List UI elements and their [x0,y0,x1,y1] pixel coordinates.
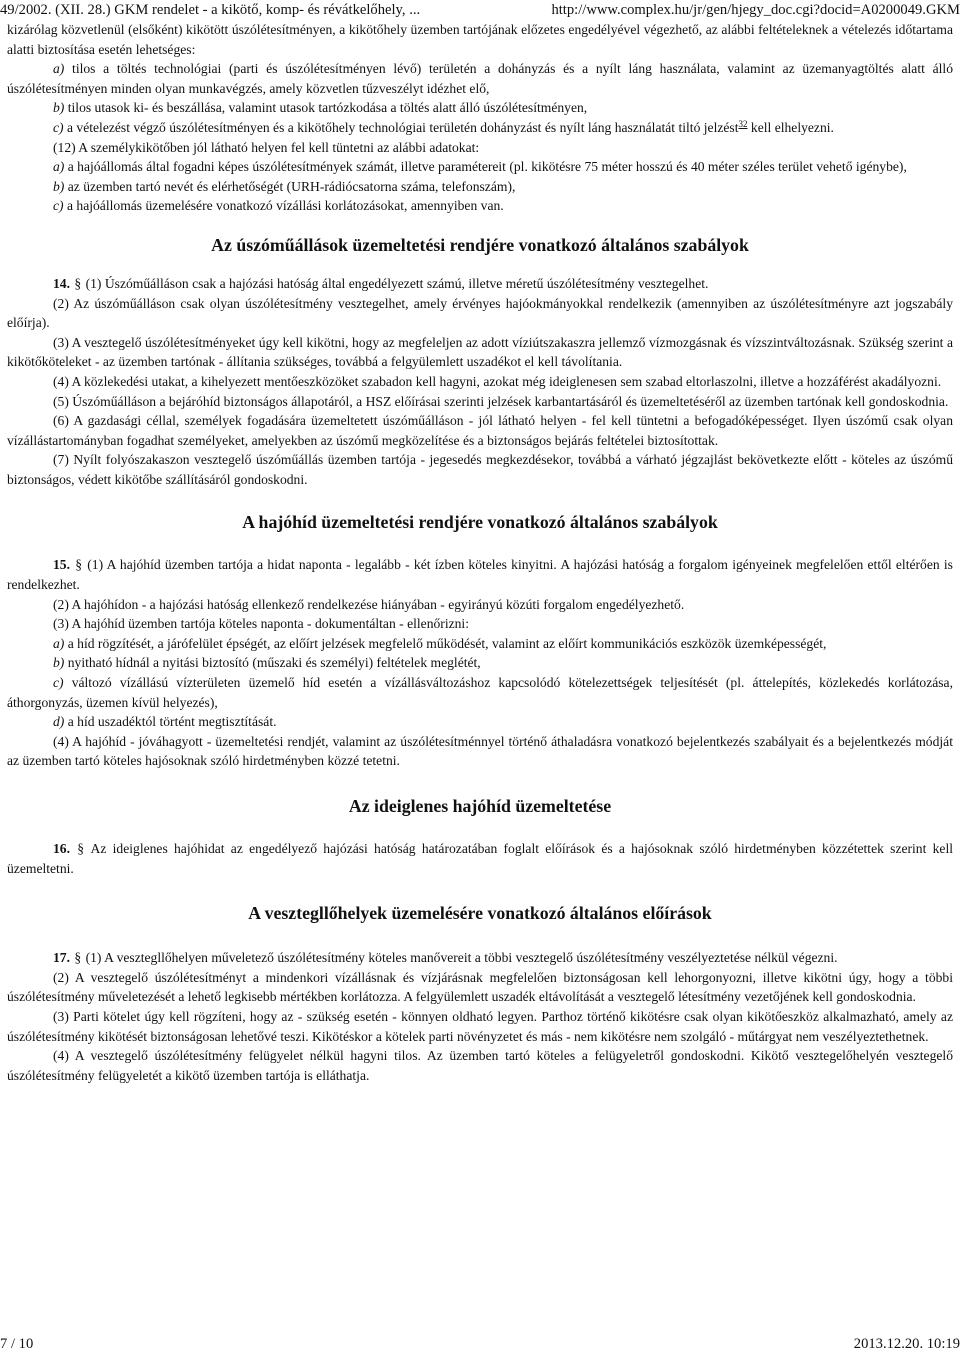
document-url[interactable]: http://www.complex.hu/jr/gen/hjegy_doc.cgi?docid=A0200049.GKM [551,2,960,18]
paragraph: (2) Az úszóműálláson csak olyan úszólétesítmény vesztegelhet, amely érvényes hajóokmányokkal rendelkezik (amennyiben az úszólétesítményre azt jogszabály előírja). [7,295,953,331]
list-text: nyitható hídnál a nyitási biztosító (műszaki és személyi) feltételek meglétét, [67,655,481,671]
section-pin-icon[interactable]: § [75,557,83,573]
section-pin-icon[interactable]: § [77,841,85,856]
section-number: 16. [53,841,70,856]
browser-print-footer [0,1334,960,1354]
list-label: c) [53,675,64,691]
list-item [7,673,953,712]
section-16-paragraph-1: 16. § Az ideiglenes hajóhidat az engedélyező hajózási hatóság határozatában foglalt előírások és a hajósoknak szóló hirdetményben közzétettek szerint kell üzemeltetni. [7,841,954,876]
paragraph: (2) A hajóhídon - a hajózási hatóság ellenkező rendelkezése hiányában - egyirányú közúti forgalom engedélyezhető. [53,596,685,612]
paragraph: (12) A személykikötőben jól látható helyen fel kell tüntetni az alábbi adatokat: [53,139,480,155]
paragraph: (4) A hajóhíd - jóváhagyott - üzemeltetési rendjét, valamint az úszólétesítménnyel történő áthaladásra vonatkozó bejelentkezés szabályait és a bejelentkezés módját az üzemben tartó köteles hajósoknak szóló hirdetményben közzé tetetni. [7,733,953,769]
footnote-link[interactable]: 32 [738,118,748,129]
list-text: az üzemben tartó nevét és elérhetőségét (URH-rádiócsatorna száma, telefonszám), [67,178,516,194]
paragraph: (2) A vesztegelő úszólétesítményt a mindenkori vízállásnak és vízjárásnak megfelelően biztonságosan kell lehorgonyozni, illetve kikötni úgy, hogy a többi úszólétesítmény műveletezését a lehető legkisebb mértékben korlátozza. A felgyülemlett uszadék eltávolítását a vesztegelő létesítmény vezetőjének kell gondoskodnia. [7,969,953,1005]
list-item [7,177,953,197]
section-heading: A vesztegllőhelyek üzemelésére vonatkozó általános előírások [248,903,712,924]
list-item [7,98,953,118]
section-pin-icon[interactable]: § [74,950,82,966]
list-label: d) [53,714,65,730]
list-item [7,118,953,138]
section-15-paragraph-1: 15. § (1) A hajóhíd üzemben tartója a hidat naponta - legalább - két ízben köteles kinyitni. A hajózási hatóság a forgalom igényeinek megfelelően ettől eltérően is rendelkezhet. [7,557,953,593]
list-text: a hajóállomás üzemelésére vonatkozó vízállási korlátozásokat, amennyiben van. [66,198,504,214]
list-label: a) [53,635,65,651]
document-title: 49/2002. (XII. 28.) GKM rendelet - a kikötő, komp- és révátkelőhely, ... [0,2,421,18]
section-number: 15. [53,557,70,573]
list-text: tilos a töltés technológiai (parti és úszólétesítményen lévő) területén a dohányzás és a nyílt láng használata, valamint az üzemanyagtöltés alatt álló úszólétesítményen minden olyan munkavégzés, amely közvetlen tűzveszélyt idézhet elő, [7,61,953,96]
list-text: kell elhelyezni. [750,119,834,135]
document-body [7,20,953,1085]
list-label: b) [53,100,65,116]
section-heading: Az ideiglenes hajóhíd üzemeltetése [348,796,612,816]
list-label: c) [53,198,64,214]
section-number: 14. [53,275,70,291]
list-text: tilos utasok ki- és beszállása, valamint utasok tartózkodása a töltés alatt álló úszólétesítményen, [67,100,588,116]
paragraph: (4) A közlekedési utakat, a kihelyezett mentőeszközöket szabadon kell hagyni, azokat még ideiglenesen sem szabad eltorlaszolni, illetve a hozzáférést akadályozni. [53,373,942,389]
section-pin-icon[interactable]: § [74,275,82,291]
browser-print-header [0,0,960,20]
list-label: a) [53,61,65,77]
section-heading: A hajóhíd üzemeltetési rendjére vonatkozó általános szabályok [242,512,718,533]
list-text: a hajóállomás által fogadni képes úszólétesítmények számát, illetve paramétereit (pl. kikötésre 75 méter hosszú és 40 méter széles terület vehető igénybe), [67,159,907,175]
list-item [7,712,953,732]
list-label: b) [53,655,65,671]
list-item [7,634,953,654]
list-item [7,653,953,673]
list-item [7,157,953,177]
paragraph: (4) A vesztegelő úszólétesítmény felügyelet nélkül hagyni tilos. Az üzemben tartó köteles a felügyeletről gondoskodni. Kikötő vesztegelőhelyén vesztegelő úszólétesítmény felügyeletét a kikötő üzemben tartója is elláthatja. [7,1048,953,1083]
list-text: a híd uszadéktól történt megtisztítását. [67,714,277,730]
paragraph: (3) A hajóhíd üzemben tartója köteles naponta - dokumentáltan - ellenőrizni: [53,616,469,632]
paragraph: (6) A gazdasági céllal, személyek fogadására üzemeltetett úszóműálláson - jól látható helyen - fel kell tüntetni a befogadóképességet. Ilyen úszómű csak olyan vízállástartományban fogadhat személyeket, amelyekben az úszómű megközelítése és a biztonságos bejárás feltételei biztosítottak. [7,413,953,448]
section-17-paragraph-1: 17. § (1) A vesztegllőhelyen műveletező úszólétesítmény köteles manővereit a többi vesztegelő úszólétesítmény veszélyeztetése nélkül végezni. [53,950,838,966]
intro-paragraph: kizárólag közvetlenül (elsőként) kikötött úszólétesítményen, a kikötőhely üzemben tartójának előzetes engedélyével végezhető, az alábbi feltételeknek a vételezés időtartama alatti biztosítása esetén lehetséges: [7,22,953,57]
list-text: a vételezést végző úszólétesítményen és a kikötőhely technológiai területén dohányzást és nyílt láng használatát tiltó jelzést [66,119,739,135]
list-text: a híd rögzítését, a járófelület épségét, az előírt jelzések megfelelő működését, valamint az előírt kommunikációs eszközök üzemképességét, [67,635,827,651]
list-label: a) [53,159,65,175]
paragraph: (5) Úszóműálláson a bejáróhíd biztonságos állapotáról, a HSZ előírásai szerinti jelzések karbantartásáról és üzemeltetéséről az üzemben tartónak kell gondoskodnia. [53,393,949,409]
print-timestamp: 2013.12.20. 10:19 [853,1336,960,1352]
list-item [7,59,953,98]
page-number: 7 / 10 [0,1336,34,1352]
list-text: változó vízállású vízterületen üzemelő híd esetén a vízállásváltozáshoz kapcsolódó kötelezettségek teljesítését (pl. áttelepítés, közlekedés korlátozása, áthorgonyzás, üzemen kívül helyezés), [7,675,953,710]
list-label: b) [53,178,65,194]
section-heading: Az úszóműállások üzemeltetési rendjére vonatkozó általános szabályok [211,234,749,255]
section-14-paragraph-1: 14. § (1) Úszóműálláson csak a hajózási hatóság által engedélyezett számú, illetve méretű úszólétesítmény vesztegelhet. [53,275,709,291]
paragraph: (3) A vesztegelő úszólétesítményeket úgy kell kikötni, hogy az megfeleljen az adott víziútszakaszra jellemző vízmozgásnak és vízszintváltozásnak. Szükség szerint a kikötőköteleket - az üzemben tartónak - állítania szükséges, továbbá a felgyülemlett uszadékot el kell távolítania. [7,334,953,370]
paragraph: (7) Nyílt folyószakaszon vesztegelő úszóműállás üzemben tartója - jegesedés megkezdésekor, továbbá a várható jégzajlást bekövetkezte előtt - köteles az úszómű biztonságos, védett kikötőbe szállításáról gondoskodni. [7,452,953,487]
list-item [7,196,953,216]
list-label: c) [53,119,64,135]
paragraph: (3) Parti kötelet úgy kell rögzíteni, hogy az - szükség esetén - könnyen oldható legyen. Parthoz történő kikötésre csak olyan kikötőeszköz alkalmazható, amely az úszólétesítmény kikötését biztonságosan lehetővé teszi. Kikötéskor a kötelek parti növényzetet és más - nem kikötésre nem szolgáló - műtárgyat nem veszélyeztethetnek. [7,1008,953,1044]
section-number: 17. [53,950,70,966]
